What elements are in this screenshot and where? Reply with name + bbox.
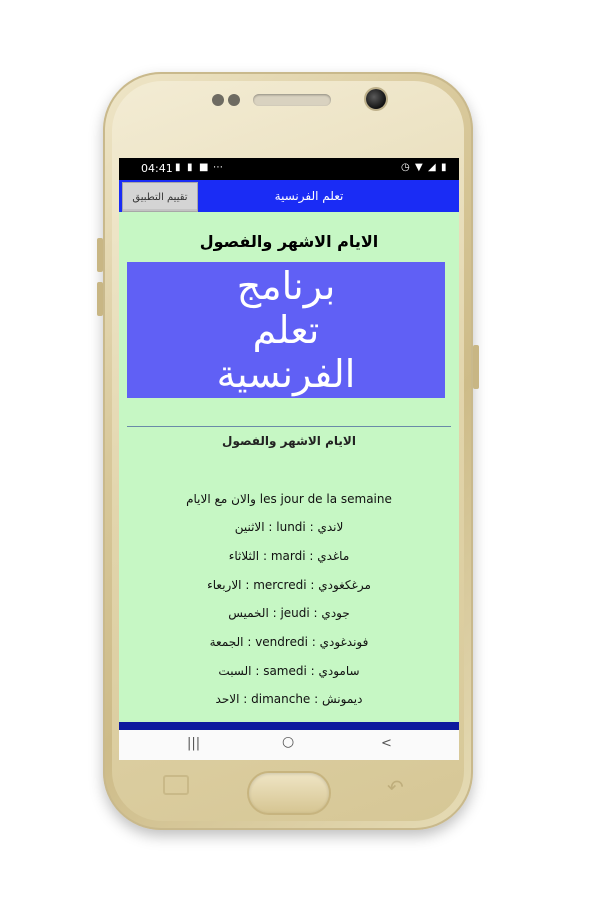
- section-subtitle: الايام الاشهر والفصول: [222, 434, 356, 448]
- day-line: الاثنين : lundi : لاندي: [234, 520, 344, 534]
- page-title: الايام الاشهر والفصول: [199, 232, 379, 251]
- day-line: الجمعة : vendredi : فوندغودي: [209, 635, 369, 649]
- hardware-home-button: [249, 773, 329, 813]
- day-line: الاربعاء : mercredi : مرغكغودي: [207, 578, 371, 592]
- day-line: الثلاثاء : mardi : ماغدي: [228, 549, 350, 563]
- message-icon: ▮: [175, 162, 181, 173]
- sensor-dot: [228, 94, 240, 106]
- rate-app-button[interactable]: تقييم التطبيق: [122, 182, 198, 212]
- day-line: الخميس : jeudi : جودي: [228, 606, 350, 620]
- hardware-recents-icon: [163, 775, 189, 795]
- recents-icon[interactable]: |||: [187, 736, 201, 751]
- banner-line: برنامج: [236, 264, 336, 308]
- more-dots-icon: ⋯: [213, 162, 223, 173]
- day-line: الاحد : dimanche : ديمونش: [215, 692, 363, 706]
- power-button: [473, 345, 479, 389]
- battery-icon: ▮: [441, 162, 447, 173]
- navigation-bar: [119, 730, 459, 760]
- banner-image: [127, 262, 445, 398]
- back-icon[interactable]: <: [381, 736, 392, 751]
- volume-button: [97, 238, 103, 272]
- sensor-dot: [212, 94, 224, 106]
- hardware-back-icon: ↶: [387, 775, 404, 799]
- app-screen: [119, 158, 459, 760]
- banner-line: الفرنسية: [216, 352, 356, 396]
- app-title: تعلم الفرنسية: [274, 189, 344, 203]
- day-line: السبت : samedi : سامودي: [218, 664, 360, 678]
- status-time: 04:41: [141, 162, 173, 175]
- volume-button: [97, 282, 103, 316]
- intro-line: والان مع الايام les jour de la semaine: [186, 492, 392, 506]
- banner-line: تعلم: [252, 308, 320, 352]
- front-camera: [366, 89, 386, 109]
- sim-icon: ▮: [187, 162, 193, 173]
- bottom-strip: [119, 722, 459, 730]
- wifi-icon: ▼: [415, 162, 423, 173]
- divider: [127, 426, 451, 427]
- alarm-icon: ◷: [401, 162, 410, 173]
- earpiece-speaker: [253, 94, 331, 106]
- signal-icon: ◢: [428, 162, 436, 173]
- storage-icon: ■: [199, 162, 209, 173]
- home-icon[interactable]: ○: [282, 734, 295, 750]
- app-bar: [119, 180, 459, 212]
- status-bar: [119, 158, 459, 180]
